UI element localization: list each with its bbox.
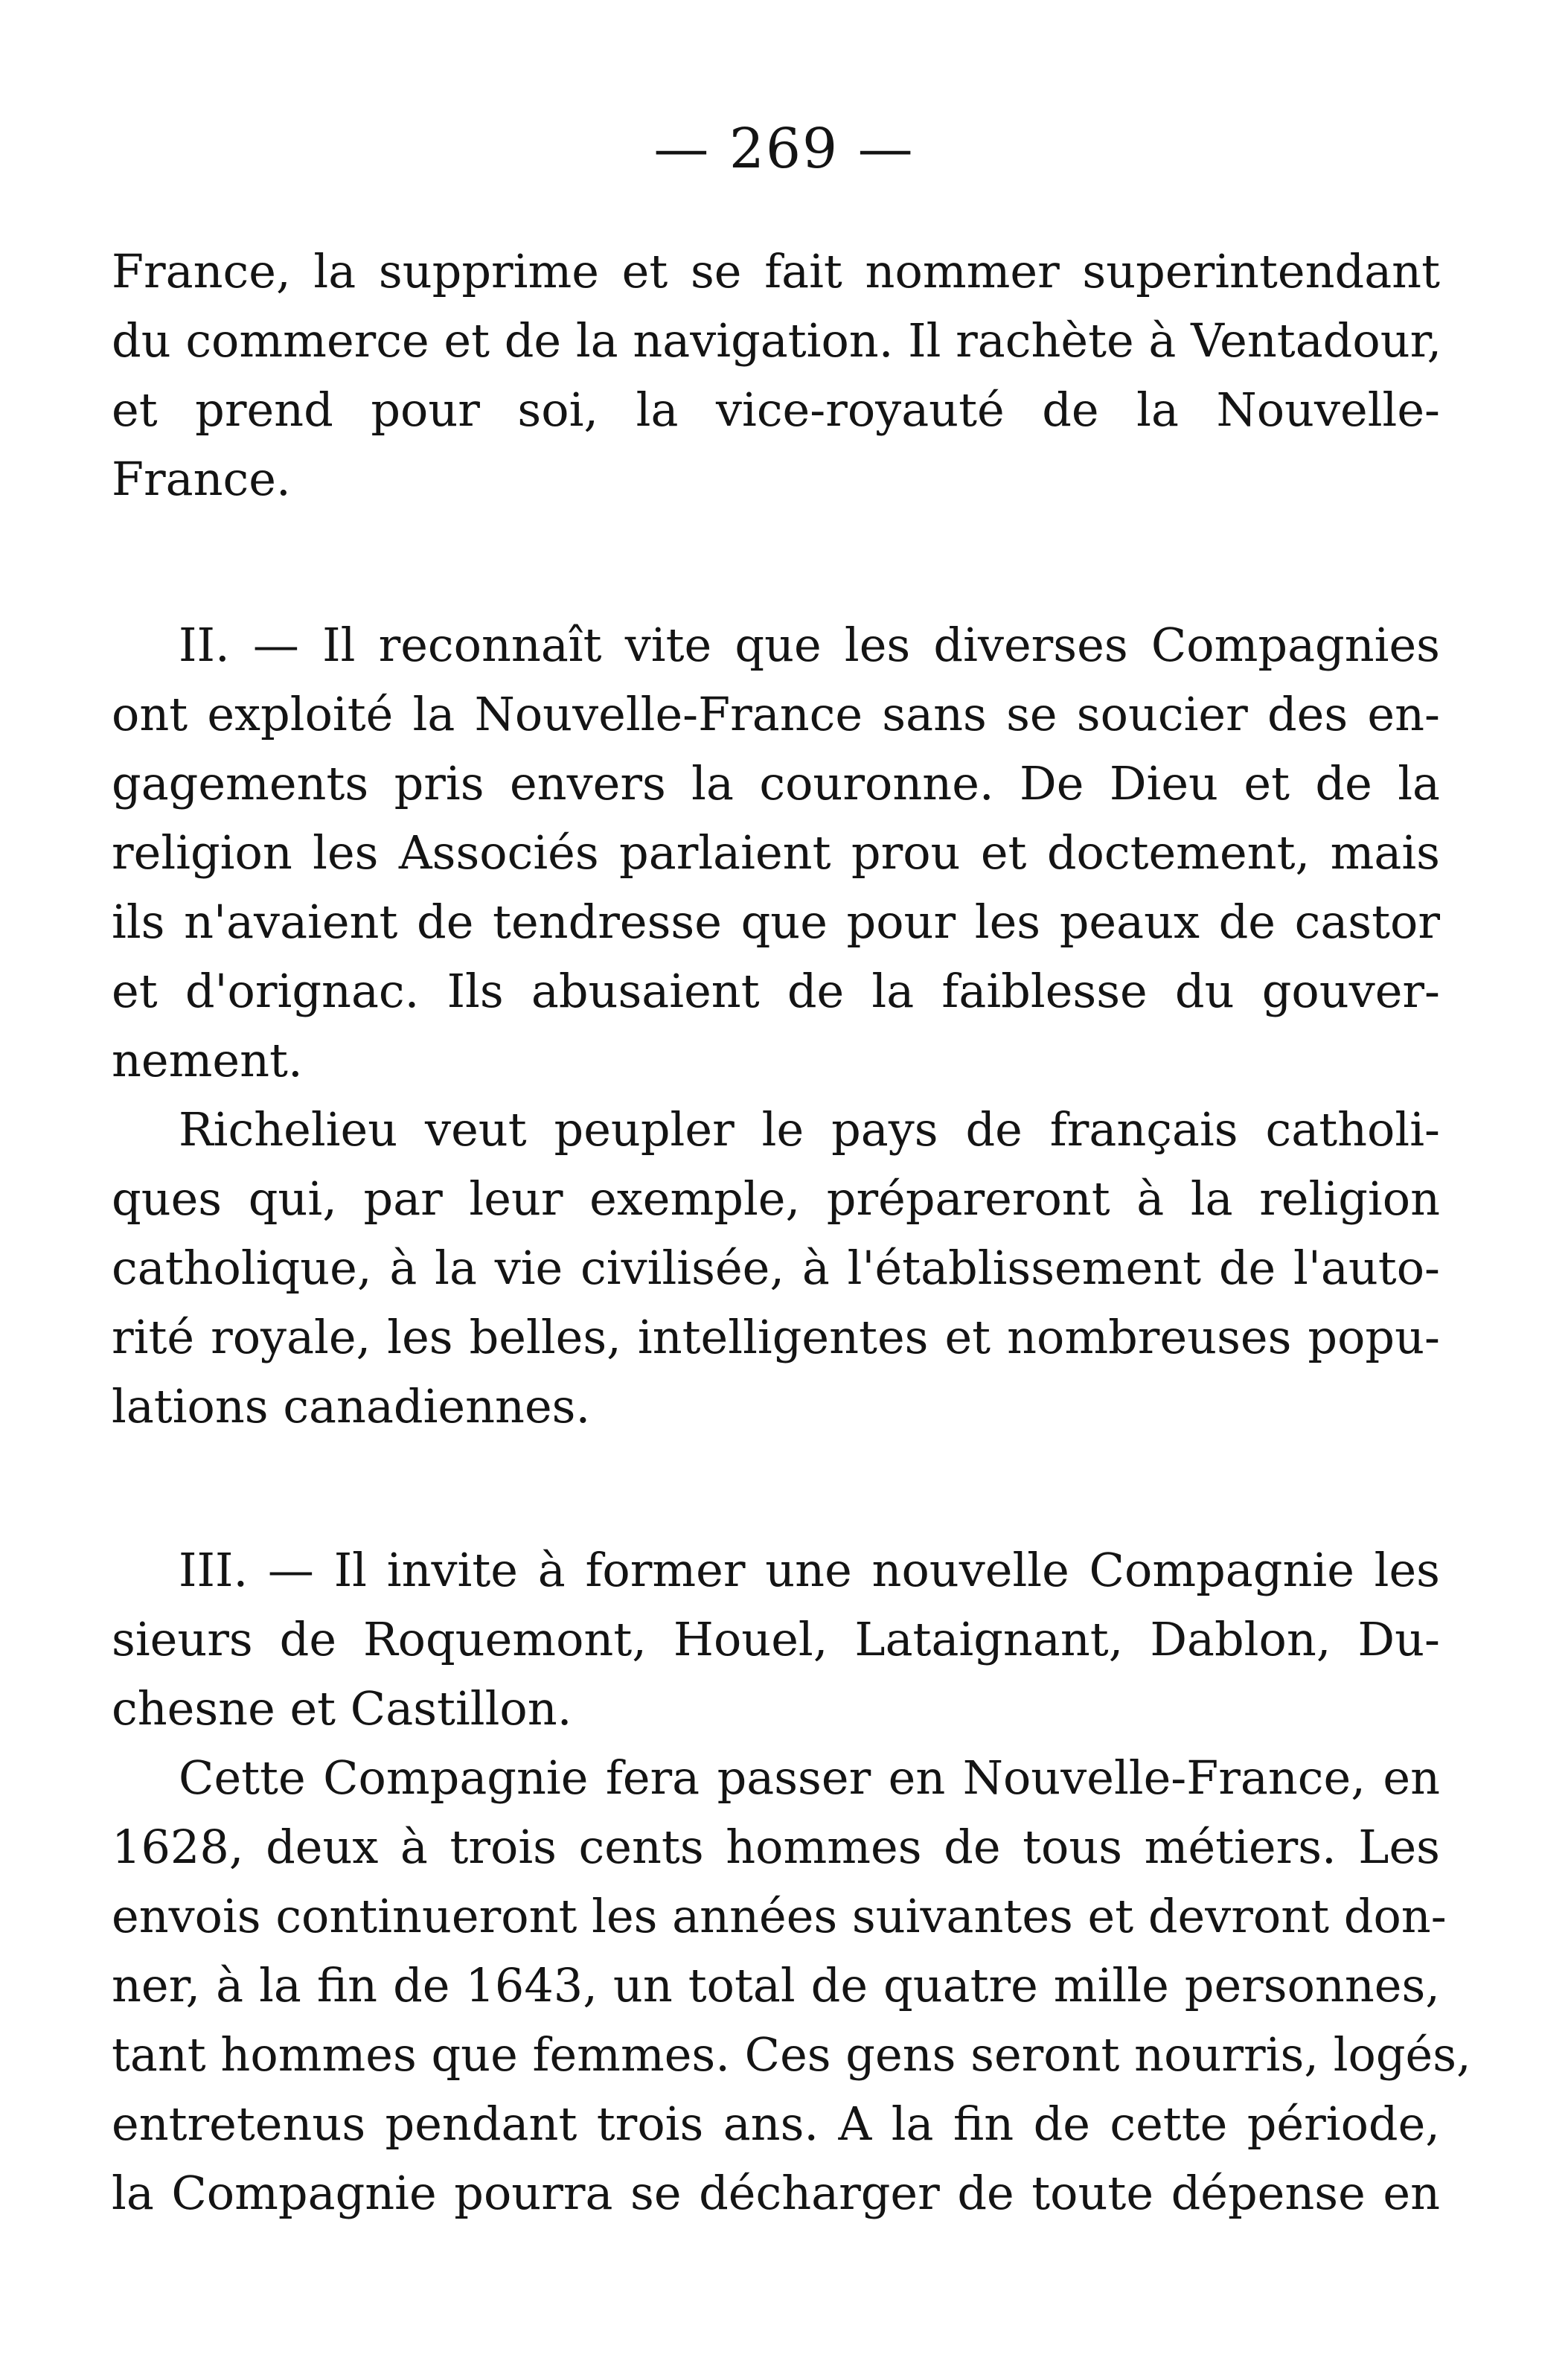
text-line: du commerce et de la navigation. Il rachète à Ventadour, bbox=[112, 313, 1442, 368]
text-line: lations canadiennes. bbox=[112, 1379, 591, 1433]
text-line: entretenus pendant trois ans. A la fin de cette période, bbox=[112, 2097, 1440, 2151]
text-line: ont exploité la Nouvelle-France sans se soucier des en- bbox=[112, 687, 1440, 741]
text-line: ils n'avaient de tendresse que pour les peaux de castor bbox=[112, 895, 1440, 949]
text-line: Cette Compagnie fera passer en Nouvelle-France, en bbox=[179, 1750, 1440, 1805]
text-line: chesne et Castillon. bbox=[112, 1681, 572, 1736]
text-line: Richelieu veut peupler le pays de français catholi- bbox=[179, 1102, 1440, 1157]
section-ii bbox=[112, 610, 1440, 1441]
text-line: France. bbox=[112, 452, 291, 506]
text-line: II. — Il reconnaît vite que les diverses Compagnies bbox=[179, 618, 1440, 672]
text-line: sieurs de Roquemont, Houel, Lataignant, Dablon, Du- bbox=[112, 1612, 1440, 1666]
text-line: 1628, deux à trois cents hommes de tous métiers. Les bbox=[112, 1820, 1440, 1874]
page-number: — 269 — bbox=[653, 117, 915, 181]
section-iii bbox=[112, 1535, 1471, 2228]
text-line: rité royale, les belles, intelligentes et nombreuses popu- bbox=[112, 1310, 1440, 1364]
text-line: III. — Il invite à former une nouvelle Compagnie les bbox=[179, 1543, 1440, 1597]
text-line: tant hommes que femmes. Ces gens seront nourris, logés, bbox=[112, 2027, 1471, 2082]
text-line: et d'orignac. Ils abusaient de la faiblesse du gouver- bbox=[112, 964, 1440, 1018]
text-line: ques qui, par leur exemple, prépareront à la religion bbox=[112, 1171, 1440, 1226]
text-line: religion les Associés parlaient prou et doctement, mais bbox=[112, 825, 1440, 880]
text-line: gagements pris envers la couronne. De Dieu et de la bbox=[112, 756, 1440, 810]
text-line: la Compagnie pourra se décharger de toute dépense en bbox=[112, 2166, 1440, 2220]
paragraph-continuation bbox=[112, 237, 1440, 514]
text-line: nement. bbox=[112, 1033, 303, 1087]
text-line: ner, à la fin de 1643, un total de quatre mille personnes, bbox=[112, 1958, 1440, 2012]
text-line: envois continueront les années suivantes et devront don- bbox=[112, 1889, 1447, 1943]
text-line: et prend pour soi, la vice-royauté de la Nouvelle- bbox=[112, 383, 1440, 437]
text-line: catholique, à la vie civilisée, à l'établissement de l'auto- bbox=[112, 1241, 1440, 1295]
text-line: France, la supprime et se fait nommer superintendant bbox=[112, 244, 1440, 298]
